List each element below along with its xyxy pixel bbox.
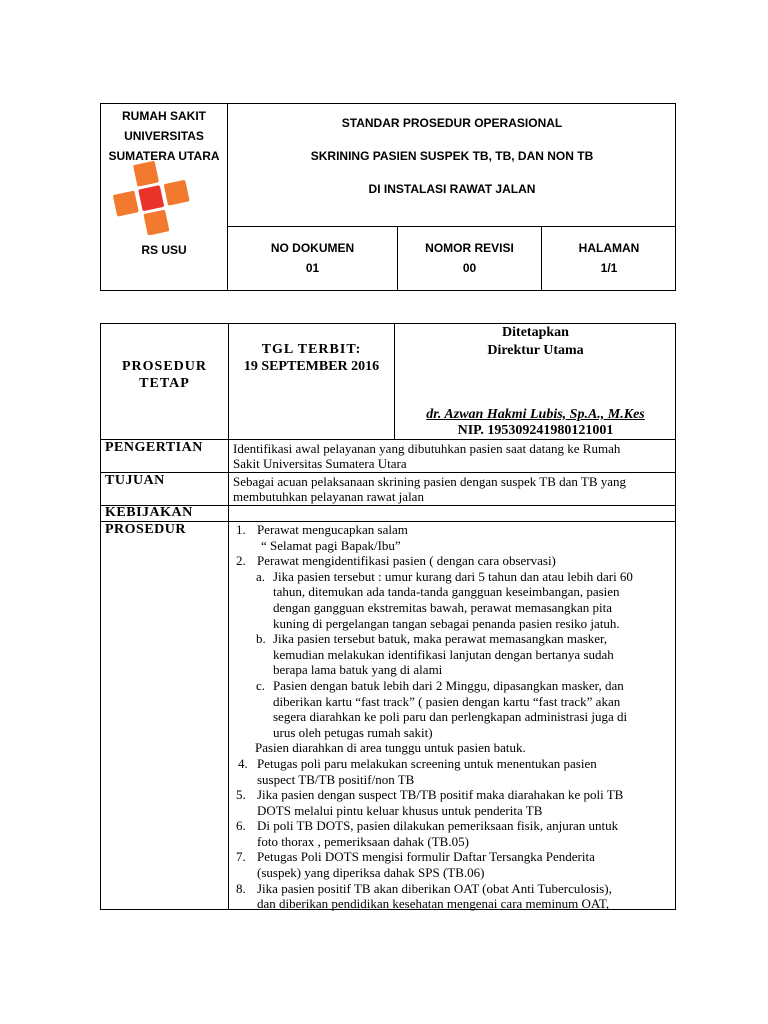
title-line: STANDAR PROSEDUR OPERASIONAL [341, 116, 563, 130]
director-signature [395, 407, 676, 439]
revision-cell: NOMOR REVISI 00 [425, 241, 514, 275]
issue-date: 19 SEPTEMBER 2016 [243, 359, 380, 374]
pengertian-label: PENGERTIAN [105, 440, 203, 455]
pengertian-text: Identifikasi awal pelayanan yang dibutuhkan pasien saat datang ke Rumah Sakit Universitas Sumatera Utara [233, 441, 621, 471]
list-number: 1. [236, 522, 246, 537]
list-number: 4. [238, 755, 248, 771]
hospital-name: RUMAH SAKIT UNIVERSITAS SUMATERA UTARA [108, 109, 220, 163]
list-number: 2. [236, 553, 246, 569]
hospital-short-name: RS USU [141, 243, 187, 257]
page-cell: HALAMAN 1/1 [578, 241, 640, 275]
list-item: 7. Petugas Poli DOTS mengisi formulir Daftar Tersangka Penderita (suspek) yang diperiksa dahak SPS (TB.06) [236, 849, 595, 881]
sop-title [228, 116, 676, 196]
table-divider [100, 472, 676, 473]
list-item: 6. Di poli TB DOTS, pasien dilakukan pemeriksaan fisik, anjuran untuk foto thorax , pemeriksaan dahak (TB.05) [236, 818, 619, 849]
header-divider [227, 226, 676, 227]
list-item: Pasien diarahkan di area tunggu untuk pasien batuk. [255, 740, 526, 756]
prosedur-label: PROSEDUR [105, 522, 187, 537]
tujuan-text: Sebagai acuan pelaksanaan skrining pasien dengan suspek TB dan TB yang membutuhkan pelayanan rawat jalan [233, 474, 627, 504]
list-item: b. Jika pasien tersebut batuk, maka perawat memasangkan masker, kemudian melakukan identifikasi lanjutan dengan bertanya sudah berapa lama batuk yang di alami [256, 631, 614, 678]
procedure-type-label: PROSEDUR TETAP [121, 359, 207, 391]
kebijakan-label: KEBIJAKAN [105, 505, 193, 520]
list-item: 4. Petugas poli paru melakukan screening untuk menentukan pasien suspect TB/TB positif/non TB [238, 755, 597, 787]
list-letter: c. [256, 677, 266, 693]
list-letter: a. [256, 568, 266, 584]
procedure-steps [229, 522, 676, 912]
approval-cell: Ditetapkan Direktur Utama [487, 325, 584, 358]
list-number: 7. [236, 849, 246, 865]
issue-label: TGL TERBIT: [261, 342, 362, 357]
list-item: 5. Jika pasien dengan suspect TB/TB positif maka diarahakan ke poli TB DOTS melalui pintu keluar khusus untuk penderita TB [236, 787, 624, 818]
doc-number-cell: NO DOKUMEN 01 [270, 241, 355, 275]
title-line: SKRINING PASIEN SUSPEK TB, TB, DAN NON TB [310, 149, 594, 163]
list-letter: b. [256, 631, 266, 647]
list-item: 8. Jika pasien positif TB akan diberikan OAT (obat Anti Tuberculosis), dan diberikan pendidikan kesehatan mengenai cara meminum OAT, [236, 880, 612, 912]
list-item: 2. Perawat mengidentifikasi pasien ( dengan cara observasi) [236, 553, 556, 569]
list-number: 6. [236, 818, 246, 834]
title-line: DI INSTALASI RAWAT JALAN [368, 182, 536, 196]
director-nip: NIP. 195309241980121001 [457, 423, 614, 438]
list-item: 1. Perawat mengucapkan salam “ Selamat pagi Bapak/Ibu” [236, 522, 408, 553]
list-number: 5. [236, 787, 246, 803]
cross-logo-icon [111, 159, 193, 235]
issue-date-cell [229, 341, 394, 375]
tujuan-label: TUJUAN [105, 473, 165, 488]
list-item: a. Jika pasien tersebut : umur kurang dari 5 tahun dan atau lebih dari 60 tahun, ditemukan ada tanda-tanda gangguan keseimbangan, pasien dengan gangguan ekstremitas bawah, perawat memasangkan pita kuning di pergelangan tangan sebagai penanda pasien resiko jatuh. [256, 568, 633, 631]
list-item: c. Pasien dengan batuk lebih dari 2 Minggu, dipasangkan masker, dan diberikan kartu “fast track” ( pasien dengan kartu “fast track” akan segera diarahkan ke poli paru dan perlengkapan administrasi juga di urus oleh petugas rumah sakit) [256, 677, 628, 740]
director-name: dr. Azwan Hakmi Lubis, Sp.A., M.Kes [426, 407, 645, 422]
list-number: 8. [236, 880, 246, 896]
